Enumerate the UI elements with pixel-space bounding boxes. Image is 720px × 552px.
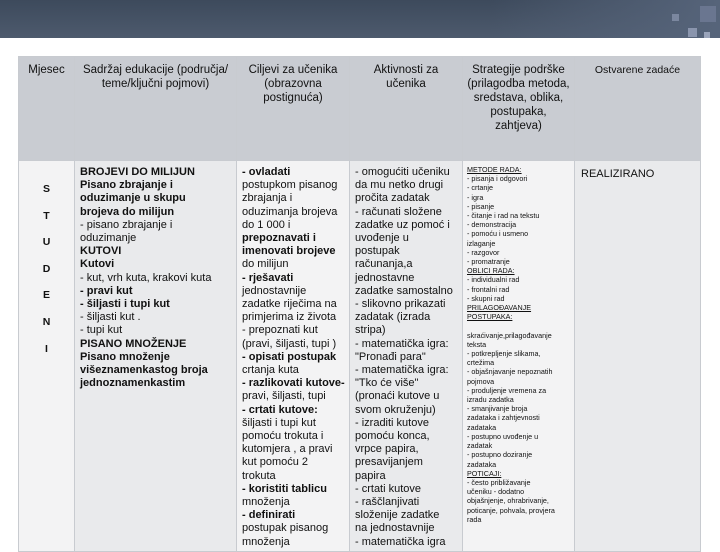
strategies-line: izlaganje	[467, 238, 496, 248]
activities-cell	[350, 161, 463, 552]
strategies-line: PRILAGOĐAVANJE	[467, 303, 532, 313]
strategies-line: - potkrepljenje slikama,	[467, 349, 541, 359]
month-cell	[19, 161, 75, 552]
goals-line: - prepoznati kut	[242, 324, 318, 337]
strategies-line: - igra	[467, 192, 484, 202]
strategies-line: izradu zadatka	[467, 395, 514, 405]
header-activities: Aktivnosti za učenika	[350, 57, 463, 161]
content-line: BROJEVI DO MILIJUN	[80, 166, 195, 178]
goals-line: šiljasti i tupi kut	[242, 416, 316, 429]
content-line: višeznamenkastog broja	[80, 364, 208, 377]
strategies-line: - pisanja i odgovori	[467, 174, 528, 184]
goals-line: postupkom pisanog	[242, 179, 338, 192]
activities-line: složenije zadatke	[355, 509, 440, 522]
strategies-line: - crtanje	[467, 183, 493, 193]
strategies-line: objašnjenje, ohrabrivanje,	[467, 496, 549, 506]
content-line: KUTOVI	[80, 245, 122, 258]
strategies-cell	[463, 161, 575, 552]
decor-square	[672, 14, 679, 21]
strategies-line: POSTUPAKA:	[467, 312, 513, 322]
activities-line: - raščlanjivati	[355, 496, 420, 509]
goals-line: zadatke riječima na	[242, 298, 337, 311]
activities-line: da mu netko drugi	[355, 179, 444, 192]
activities-line: papira	[355, 469, 386, 482]
activities-line: "Pronađi para"	[355, 350, 426, 363]
strategies-line: - postupno doziranje	[467, 450, 533, 460]
activities-line: - slikovno prikazati	[355, 298, 446, 311]
header-row	[19, 57, 701, 161]
decor-square	[704, 32, 710, 38]
goals-line: - crtati kutove:	[242, 403, 318, 416]
strategies-line: POTICAJI:	[467, 468, 502, 478]
content-line: - pravi kut	[80, 284, 133, 297]
strategies-line: skraćivanje,prilagođavanje	[467, 330, 552, 340]
activities-line: računanja,a	[355, 258, 413, 271]
activities-line: - crtati kutove	[355, 482, 422, 495]
goals-line: - definirati	[242, 509, 296, 522]
decor-square	[700, 6, 716, 22]
activities-line: zadatke samostalno	[355, 284, 453, 297]
month-letter: T	[43, 209, 50, 222]
goals-line: - razlikovati kutove-	[242, 377, 345, 390]
activities-line: postupak	[355, 245, 400, 258]
month-letter: I	[45, 342, 48, 355]
header-goals: Ciljevi za učenika (obrazovna postignuća)	[237, 57, 350, 161]
goals-line: postupak pisanog	[242, 522, 329, 535]
activities-line: - matematička igra:	[355, 337, 449, 350]
goals-line: kut pomoću 2	[242, 456, 309, 469]
header-content: Sadržaj edukacije (područja/ teme/ključni pojmovi)	[75, 57, 237, 161]
goals-line: - opisati postupak	[242, 350, 337, 363]
decor-square	[688, 28, 697, 37]
strategies-line: - objašnjavanje nepoznatih	[467, 367, 553, 377]
strategies-line: - produljenje vremena za	[467, 385, 547, 395]
strategies-line: METODE RADA:	[467, 165, 522, 174]
strategies-line: - frontalni rad	[467, 284, 510, 294]
goals-line: jednostavnije	[242, 284, 307, 297]
strategies-line: zadataka	[467, 422, 497, 432]
goals-line: prepoznavati i	[242, 232, 316, 245]
content-line: - tupi kut	[80, 324, 123, 337]
content-line: - pisano zbrajanje i	[80, 218, 173, 231]
goals-line: do 1 000 i	[242, 218, 291, 231]
content-line: Kutovi	[80, 258, 115, 271]
content-line: Pisano množenje	[80, 350, 170, 363]
goals-line: - rješavati	[242, 271, 294, 284]
goals-line: množenja	[242, 496, 290, 509]
title-bar-accent	[490, 0, 720, 38]
goals-cell	[237, 161, 350, 552]
content-line: jednoznamenkastim	[80, 377, 186, 390]
goals-line: oduzimanja brojeva	[242, 205, 338, 218]
strategies-line	[467, 321, 571, 330]
strategies-line: teksta	[467, 339, 487, 349]
goals-line: trokuta	[242, 469, 276, 482]
strategies-line: učeniku - dodatno	[467, 487, 525, 497]
content-line: - kut, vrh kuta, krakovi kuta	[80, 271, 212, 284]
month-letters	[19, 161, 74, 369]
activities-line: "Tko će više"	[355, 377, 419, 390]
strategies-line: - smanjivanje broja	[467, 404, 528, 414]
header-month: Mjesec	[19, 57, 75, 161]
goals-line: crtanja kuta	[242, 364, 299, 377]
activities-line: - računati složene	[355, 205, 442, 218]
content-line: brojeva do milijun	[80, 205, 175, 218]
goals-line: - ovladati	[242, 166, 291, 178]
strategies-line: poticanje, pohvala, provjera	[467, 505, 555, 515]
strategies-line: - razgovor	[467, 247, 500, 257]
activities-line: pomoću konca,	[355, 430, 430, 443]
strategies-line: OBLICI RADA:	[467, 266, 515, 276]
activities-line: - matematička igra	[355, 535, 446, 548]
strategies-line: crtežima	[467, 358, 495, 368]
activities-line: - omogućiti učeniku	[355, 166, 450, 178]
strategies-line: - promatranje	[467, 257, 510, 267]
month-letter: E	[42, 289, 50, 302]
month-letter: N	[42, 315, 51, 328]
strategies-line: zadatak	[467, 441, 493, 451]
activities-line: - matematička igra:	[355, 364, 449, 377]
strategies-line: zadataka	[467, 459, 497, 469]
content-line: - šiljasti i tupi kut	[80, 298, 170, 311]
achieved-status: REALIZIRANO	[581, 168, 655, 180]
goals-line: imenovati brojeve	[242, 245, 336, 258]
activities-line: vrpce papira,	[355, 443, 419, 456]
strategies-line: - individualni rad	[467, 275, 520, 285]
goals-line: primjerima iz života	[242, 311, 337, 324]
content-line: - šiljasti kut .	[80, 311, 141, 324]
content-line: PISANO MNOŽENJE	[80, 337, 187, 350]
goals-line: množenja	[242, 535, 290, 548]
strategies-line: zadataka i zahtjevnosti	[467, 413, 540, 423]
strategies-line: - skupni rad	[467, 293, 505, 303]
strategies-line: - često približavanje	[467, 477, 531, 487]
strategies-line: - postupno uvođenje u	[467, 431, 539, 441]
goals-line: - koristiti tablicu	[242, 482, 327, 495]
month-letter: U	[42, 236, 51, 249]
content-cell	[75, 161, 237, 552]
header-strategies: Strategije podrške (prilagodba metoda, sredstava, oblika, postupaka, zahtjeva)	[463, 57, 575, 161]
goals-line: kutomjera , a pravi	[242, 443, 333, 456]
activities-line: na jednostavnije	[355, 522, 435, 535]
body-row	[19, 161, 701, 552]
goals-line: (pravi, šiljasti, tupi )	[242, 337, 337, 350]
strategies-line: rada	[467, 514, 482, 524]
activities-line: svom okruženju)	[355, 403, 436, 416]
strategies-text	[463, 161, 574, 524]
education-plan-table	[18, 56, 701, 552]
activities-line: zadatak (izrada stripa)	[355, 311, 431, 337]
activities-line: presavijanjem	[355, 456, 423, 469]
strategies-line: pojmova	[467, 376, 495, 386]
activities-line: - izraditi kutove	[355, 416, 429, 429]
activities-line: jednostavne	[355, 271, 415, 284]
strategies-line: - pisanje	[467, 201, 495, 211]
goals-line: pravi, šiljasti, tupi	[242, 390, 326, 403]
achieved-cell	[575, 161, 701, 552]
goals-line: zbrajanja i	[242, 192, 293, 205]
activities-line: uvođenje u	[355, 232, 409, 245]
strategies-line: - pomoću i usmeno	[467, 229, 529, 239]
goals-text	[237, 161, 349, 549]
content-line: oduzimanje u skupu	[80, 192, 186, 205]
activities-text	[350, 161, 462, 549]
activities-line: (pronaći kutove u	[355, 390, 440, 403]
content-line: Pisano zbrajanje i	[80, 179, 173, 192]
goals-line: pomoću trokuta i	[242, 430, 324, 443]
content-line: oduzimanje	[80, 232, 137, 245]
goals-line: do milijun	[242, 258, 289, 271]
activities-line: pročita zadatak	[355, 192, 430, 205]
header-achieved: Ostvarene zadaće	[575, 57, 701, 161]
activities-line: zadatke uz pomoć i	[355, 218, 450, 231]
month-letter: D	[42, 262, 51, 275]
content-text	[75, 161, 236, 390]
strategies-line: - čitanje i rad na tekstu	[467, 211, 540, 221]
month-letter: S	[42, 183, 50, 195]
strategies-line: - demonstracija	[467, 220, 517, 230]
